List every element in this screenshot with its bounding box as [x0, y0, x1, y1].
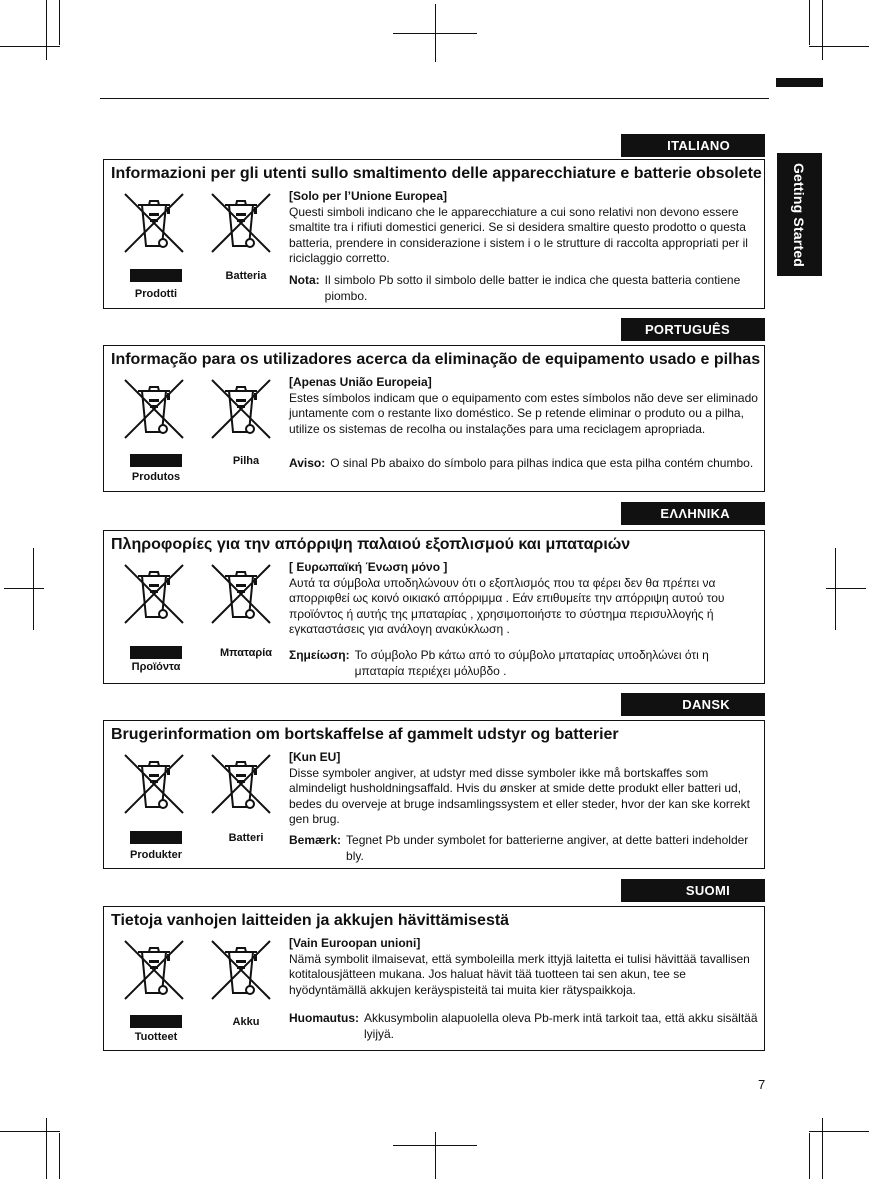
body-text: Nämä symbolit ilmaisevat, että symboleilla merk ittyjä laitetta ei tulisi hävittää tavallisen kotitalousjätteen mukana. Jos haluat hävit tää tuotteen tai sen akun, tee se hyödyntämällä akkujen keräyspisteitä tai muita kier rätyspaikkoja.	[289, 951, 750, 997]
battery-label: Batteria	[225, 270, 267, 282]
battery-label: Akku	[232, 1016, 260, 1028]
crossed-bin-icon	[122, 752, 186, 816]
language-label: SUOMI	[621, 879, 765, 902]
body-text: Disse symboler angiver, at udstyr med disse symboler ikke må bortskaffes som almindeligt husholdningsaffald. Hvis du ønsker at smide dette produkt eller batteri ud, bedes du overveje at bruge indsamlingssystem et eller steder, hvor der kan ske korrekt gen brug.	[289, 765, 750, 826]
product-label: Produkter	[130, 849, 182, 861]
product-disposal-symbol	[122, 938, 186, 1007]
disposal-info-box	[103, 906, 765, 1051]
text-column	[289, 936, 759, 998]
note	[289, 1011, 759, 1042]
battery-disposal-symbol	[209, 191, 273, 260]
disposal-info-box	[103, 530, 765, 684]
crossed-bin-icon	[122, 191, 186, 255]
battery-label: Batteri	[228, 832, 264, 844]
note-label: Σημείωση:	[289, 648, 350, 662]
section-title: Πληροφορίες για την απόρριψη παλαιού εξοπλισμού και μπαταριών	[111, 536, 631, 553]
battery-disposal-symbol	[209, 752, 273, 821]
product-disposal-symbol	[122, 377, 186, 446]
section-title: Brugerinformation om bortskaffelse af gammelt udstyr og batterier	[111, 726, 619, 743]
product-disposal-symbol	[122, 752, 186, 821]
section-title: Informazioni per gli utenti sullo smaltimento delle apparecchiature e batterie obsolete	[111, 165, 762, 182]
note-label: Bemærk:	[289, 833, 342, 847]
black-bar-symbol	[130, 454, 182, 467]
note-text: Tegnet Pb under symbolet for batterierne angiver, at dette batteri indeholder bly.	[346, 833, 749, 863]
battery-disposal-symbol	[209, 377, 273, 446]
disposal-info-box	[103, 720, 765, 869]
battery-label: Μπαταρία	[219, 647, 273, 659]
header-rule	[100, 98, 769, 99]
page-number: 7	[758, 1077, 766, 1092]
side-tab	[777, 153, 822, 276]
language-label: ΕΛΛΗΝΙΚΑ	[621, 502, 765, 525]
product-label: Prodotti	[134, 288, 178, 300]
language-label: ITALIANO	[621, 134, 765, 157]
region-heading: [Apenas União Europeia]	[289, 375, 432, 389]
crossed-bin-icon	[122, 562, 186, 626]
product-label: Produtos	[131, 471, 181, 483]
language-label: PORTUGUÊS	[621, 318, 765, 341]
disposal-info-box	[103, 159, 765, 309]
region-heading: [Vain Euroopan unioni]	[289, 936, 421, 950]
text-column	[289, 189, 759, 267]
crossed-bin-icon	[209, 938, 273, 1002]
black-bar-symbol	[130, 646, 182, 659]
crossed-bin-icon	[209, 562, 273, 626]
product-label: Tuotteet	[134, 1031, 178, 1043]
disposal-info-box	[103, 345, 765, 492]
note-text: Akkusymbolin alapuolella oleva Pb-merk intä tarkoit taa, että akku sisältää lyijyä.	[364, 1011, 758, 1041]
product-disposal-symbol	[122, 562, 186, 631]
black-bar-symbol	[130, 831, 182, 844]
product-label: Προϊόντα	[131, 661, 181, 673]
crossed-bin-icon	[122, 938, 186, 1002]
crossed-bin-icon	[209, 752, 273, 816]
battery-disposal-symbol	[209, 938, 273, 1007]
black-bar-symbol	[130, 269, 182, 282]
region-heading: [ Ευρωπαϊκή Ένωση μόνο ]	[289, 560, 448, 574]
note	[289, 648, 759, 679]
text-column	[289, 750, 759, 828]
region-heading: [Kun EU]	[289, 750, 341, 764]
section-title: Informação para os utilizadores acerca da eliminação de equipamento usado e pilhas	[111, 351, 761, 368]
body-text: Αυτά τα σύμβολα υποδηλώνουν ότι ο εξοπλισμός που τα φέρει δεν θα πρέπει να απορριφθεί ως κοινό οικιακό απόρριμμα . Εάν επιθυμείτε την απόρριψη αυτού του προϊόντος ή αυτής της μπαταρίας , χρησιμοποιήστε το σύστημα περισυλλογής ή εγκαταστάσεις για ανάλογη ανακύκλωση .	[289, 575, 725, 636]
note-label: Aviso:	[289, 456, 326, 470]
language-label: DANSK	[621, 693, 765, 716]
side-tab-label: Getting Started	[791, 162, 807, 268]
side-marker	[776, 78, 823, 87]
note-label: Nota:	[289, 273, 320, 287]
note-text: O sinal Pb abaixo do símbolo para pilhas indica que esta pilha contém chumbo.	[330, 456, 754, 470]
note-label: Huomautus:	[289, 1011, 359, 1025]
product-disposal-symbol	[122, 191, 186, 260]
note-text: Το σύμβολο Pb κάτω από το σύμβολο μπαταρίας υποδηλώνει ότι η μπαταρία περιέχει μόλυβδο .	[354, 648, 709, 678]
note-text: Il simbolo Pb sotto il simbolo delle batter ie indica che questa batteria contiene piombo.	[324, 273, 741, 303]
crossed-bin-icon	[209, 377, 273, 441]
crossed-bin-icon	[209, 191, 273, 255]
crossed-bin-icon	[122, 377, 186, 441]
body-text: Questi simboli indicano che le apparecchiature a cui sono relativi non devono essere smaltite tra i rifiuti domestici generici. Se si desidera smaltire questo prodotto o questa batteria, prendere in considerazione i sistem i o le strutture di raccolta appropriati per il riciclaggio corretto.	[289, 204, 748, 265]
note	[289, 833, 759, 864]
region-heading: [Solo per l’Unione Europea]	[289, 189, 448, 203]
text-column	[289, 375, 759, 437]
note	[289, 273, 759, 304]
body-text: Estes símbolos indicam que o equipamento com estes símbolos não deve ser eliminado juntamente com o restante lixo doméstico. Se p retende eliminar o produto ou a pilha, utilize os sistemas de recolha ou instalações para uma reciclagem apropriada.	[289, 390, 758, 436]
black-bar-symbol	[130, 1015, 182, 1028]
battery-disposal-symbol	[209, 562, 273, 631]
text-column	[289, 560, 759, 638]
battery-label: Pilha	[232, 455, 260, 467]
section-title: Tietoja vanhojen laitteiden ja akkujen hävittämisestä	[111, 912, 510, 929]
note	[289, 456, 759, 472]
